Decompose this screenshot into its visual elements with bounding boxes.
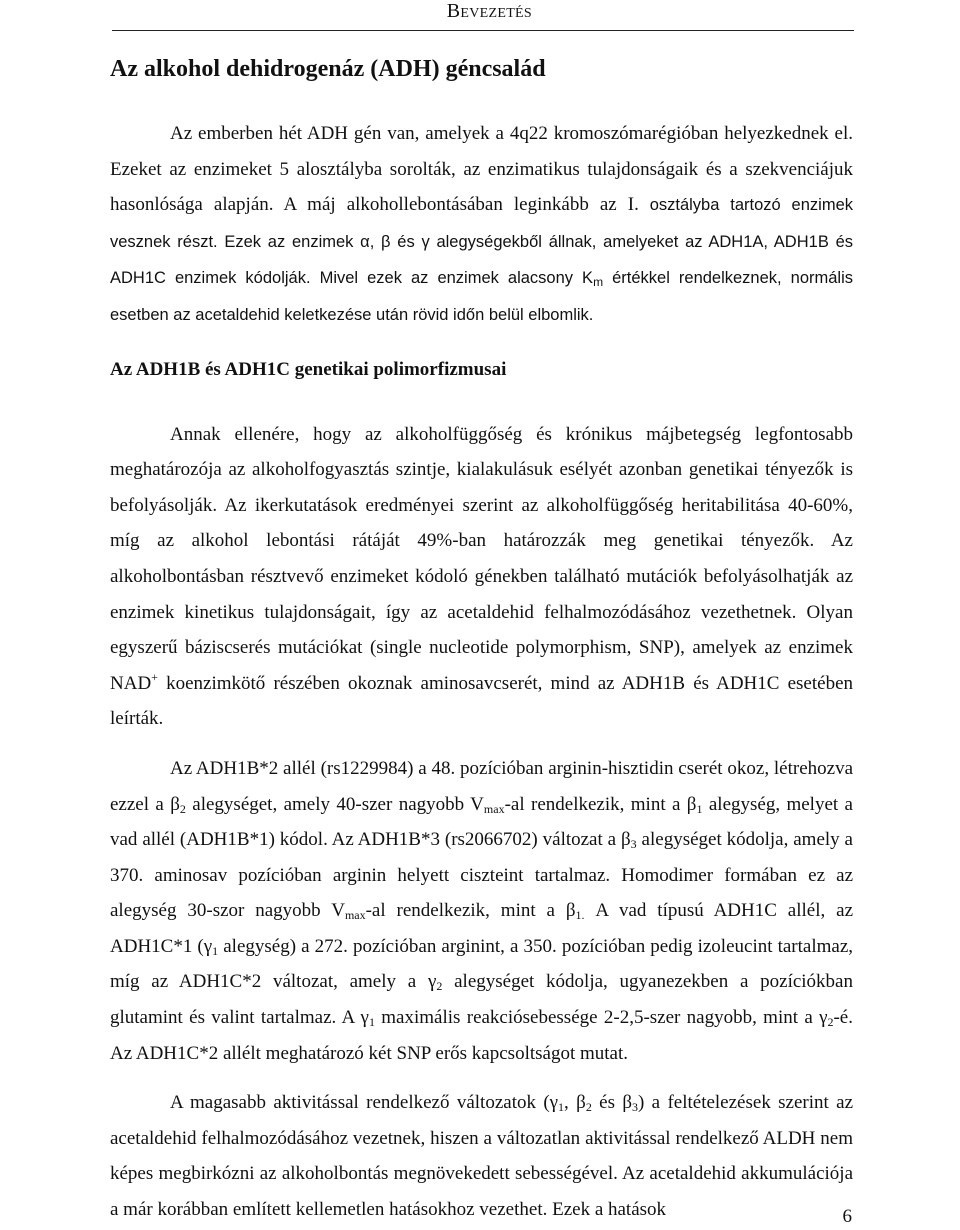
running-header-title: Bevezetés xyxy=(446,0,532,22)
intro-text-3: értékkel rendelkeznek, normális esetben az acetaldehid keletkezése után rövid időn belül elbomlik. xyxy=(110,269,853,324)
p3-s3-sub: 1 xyxy=(696,801,703,816)
p3-s10-sub: 2 xyxy=(827,1015,834,1030)
p4-s2: , β xyxy=(564,1092,586,1114)
p3-s4: alegység, melyet a vad allél (ADH1B*1) kódol. Az ADH1B*3 (rs2066702) változat a β xyxy=(110,793,853,851)
p3-s8: alegység) a 272. pozícióban arginint, a 350. pozícióban pedig izoleucint tartalmaz, míg az ADH1C*2 változat, amely a γ xyxy=(110,935,854,993)
p4-s1-sub: 1 xyxy=(558,1100,565,1115)
intro-sub-m: m xyxy=(593,275,604,290)
p4-s1: A magasabb aktivitással rendelkező változatok (γ xyxy=(170,1092,559,1114)
p3-s7-sub: 1 xyxy=(212,943,219,958)
intro-text-1: Az emberben hét ADH gén van, amelyek a 4q22 kromoszómarégióban helyezkednek el. Ezeket az enzimeket 5 alosztályba sorolták, az enzimatikus tulajdonságaik és a szekvenciájuk hasonlósága alapján. A máj alkohollebontásában leginkább az I. xyxy=(110,123,853,216)
p3-s6-sub: 1. xyxy=(575,908,585,923)
p3-s9: alegységet kódolja, ugyanezekben a pozíciókban glutamint és valint tartalmaz. A γ xyxy=(110,971,853,1029)
p4-s3-sub: 3 xyxy=(632,1100,638,1115)
paragraph-genetic-factors xyxy=(110,417,853,737)
p2-text-2: koenzimkötő részében okoznak aminosavcserét, mind az ADH1B és ADH1C esetében leírták. xyxy=(110,672,853,730)
p2-text-1: Annak ellenére, hogy az alkoholfüggőség és krónikus májbetegség legfontosabb meghatározója az alkoholfogyasztás szintje, kialakulásuk esélyét azonban genetikai tényezők is befolyásolják. Az ikerkutatások eredményei szerint az alkoholfüggőség heritabilitása 40-60%, míg az alkohol lebontási rátáját 49%-ban határozzák meg genetikai tényezők. Az alkoholbontásban résztvevő enzimeket kódoló génekben található mutációk befolyásolhatják az enzimek kinetikus tulajdonságait, így az acetaldehid felhalmozódásához vezethetnek. Olyan egyszerű báziscserés mutációkat (single nucleotide polymorphism, SNP), amelyek az enzimek NAD xyxy=(110,423,853,694)
paragraph-alleles xyxy=(110,751,853,1071)
subsection-title: Az ADH1B és ADH1C genetikai polimorfizmusai xyxy=(110,358,507,380)
p3-s7: A vad típusú ADH1C allél, az ADH1C*1 (γ xyxy=(110,900,854,957)
p3-s6: -al rendelkezik, mint a β xyxy=(365,900,576,922)
p3-s5: alegységet kódolja, amely a 370. aminosav pozícióban arginin helyett ciszteint tartalmaz. Homodimer formában ez az alegység 30-szor nagyobb V xyxy=(110,829,853,922)
p3-s5-sub: max xyxy=(344,908,366,923)
paragraph-activity xyxy=(110,1085,853,1227)
p3-s11: -é. Az ADH1C*2 allélt meghatározó két SNP erős kapcsoltságot mutat. xyxy=(110,1007,853,1064)
page-content xyxy=(110,52,853,1228)
p3-s4-sub: 3 xyxy=(630,837,637,852)
p3-s1-sub: 2 xyxy=(179,801,186,816)
p4-s2-sub: 2 xyxy=(585,1100,592,1115)
section-title: Az alkohol dehidrogenáz (ADH) géncsalád xyxy=(110,56,546,82)
p3-s1: Az ADH1B*2 allél (rs1229984) a 48. pozícióban arginin-hisztidin cserét okoz, létrehozva ezzel a β xyxy=(110,757,853,815)
intro-text-2: osztályba tartozó enzimek vesznek részt. Ezek az enzimek α, β és γ alegységekből állnak, amelyeket az ADH1A, ADH1B és ADH1C enzimek kódolják. Mivel ezek az enzimek alacsony K xyxy=(110,196,853,288)
header-rule xyxy=(112,30,854,31)
p4-s3: és β xyxy=(591,1092,632,1114)
p3-s2-sub: max xyxy=(483,801,505,816)
p3-s10: maximális reakciósebessége 2-2,5-szer nagyobb, mint a γ xyxy=(374,1007,828,1029)
p3-s3: -al rendelkezik, mint a β xyxy=(504,793,697,815)
p4-s4: ) a feltételezések szerint az acetaldehid felhalmozódásához vezetnek, hiszen a változatlan aktivitással rendelkező ALDH nem képes megbirkózni az alkoholbontás megnövekedett sebességével. Az acetaldehid akkumulációja a már korábban említett kellemetlen hatásokhoz vezethet. Ezek a hatások xyxy=(110,1092,854,1221)
p3-s8-sub: 2 xyxy=(436,979,443,994)
running-header xyxy=(0,0,960,30)
p3-s2: alegységet, amely 40-szer nagyobb V xyxy=(185,793,484,815)
page-number: 6 xyxy=(842,1206,852,1227)
p3-s9-sub: 1 xyxy=(368,1015,375,1030)
intro-paragraph xyxy=(110,116,853,334)
p2-sup-plus: + xyxy=(151,669,158,684)
